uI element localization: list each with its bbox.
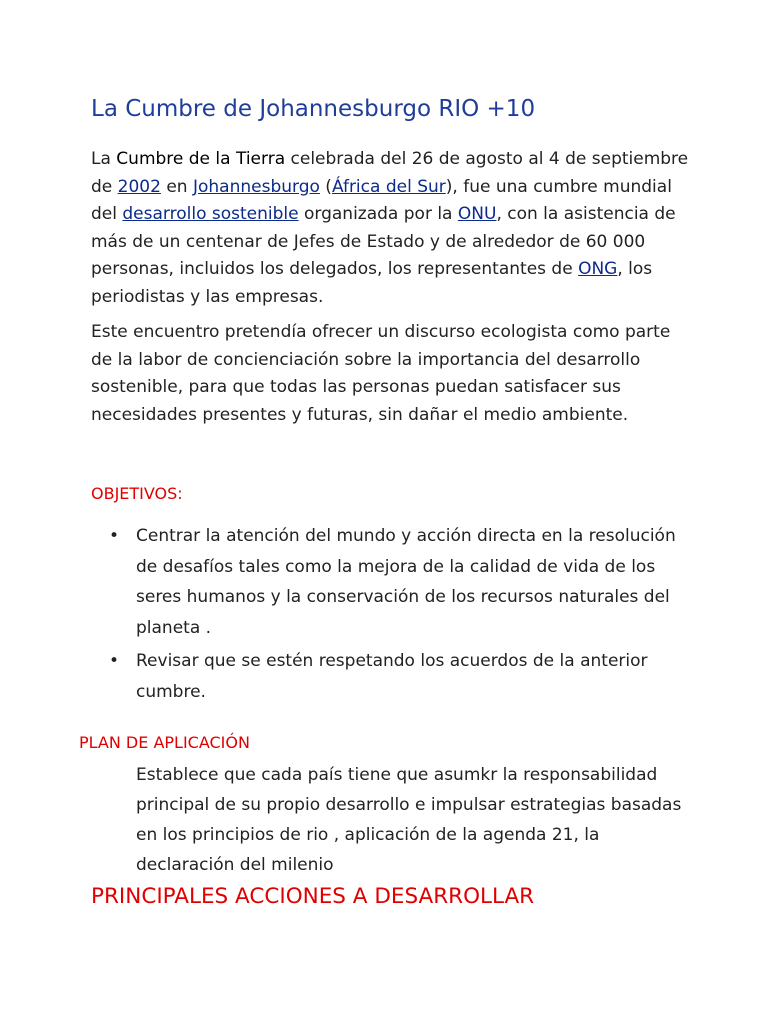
list-item	[109, 521, 689, 643]
list-item	[109, 646, 689, 707]
acciones-heading: PRINCIPALES ACCIONES A DESARROLLAR	[91, 884, 535, 909]
intro-text: en	[160, 176, 193, 197]
intro-text: ), fue una cumbre mundial del	[91, 176, 672, 224]
intro-text: , con la asistencia de más de un centenar de Jefes de Estado y de alrededor de 60 000 personas, incluidos los delegados, los representantes de	[91, 204, 676, 279]
page-title: La Cumbre de Johannesburgo RIO +10	[91, 96, 536, 122]
intro-text: , los periodistas y las empresas.	[91, 259, 653, 307]
objetivos-list	[109, 521, 689, 710]
bullet-icon: •	[109, 651, 120, 671]
intro-bold-term: Cumbre de la Tierra	[116, 149, 286, 169]
intro-text: (	[319, 176, 332, 197]
link-desarrollo-sostenible[interactable]: desarrollo sostenible	[122, 204, 299, 224]
bullet-icon: •	[109, 526, 120, 546]
plan-paragraph: Establece que cada país tiene que asumkr la responsabilidad principal de su propio desarrollo e impulsar estrategias basadas en los principios de rio , aplicación de la agenda 21, la declaración del milenio	[136, 765, 682, 875]
link-africa-del-sur[interactable]: África del Sur	[331, 176, 446, 197]
plan-heading: PLAN DE APLICACIÓN	[79, 733, 250, 752]
list-item-text: Revisar que se estén respetando los acuerdos de la anterior cumbre.	[136, 651, 648, 702]
list-item-text: Centrar la atención del mundo y acción directa en la resolución de desafíos tales como la mejora de la calidad de vida de los seres humanos y la conservación de los recursos naturales del planeta .	[136, 526, 676, 638]
intro-text: celebrada del 26 de agosto al 4 de septiembre de	[91, 149, 689, 197]
intro-text: La	[91, 149, 117, 169]
intro-paragraph	[91, 146, 691, 311]
objetivos-heading: OBJETIVOS:	[91, 484, 183, 503]
intro-text: organizada por la	[298, 204, 458, 224]
link-onu[interactable]: ONU	[457, 204, 497, 224]
link-johannesburgo[interactable]: Johannesburgo	[192, 176, 320, 197]
link-year-2002[interactable]: 2002	[117, 176, 161, 197]
purpose-paragraph: Este encuentro pretendía ofrecer un discurso ecologista como parte de la labor de concienciación sobre la importancia del desarrollo sostenible, para que todas las personas puedan satisfacer sus necesidades presentes y futuras, sin dañar el medio ambiente.	[91, 322, 671, 425]
link-ong[interactable]: ONG	[578, 259, 618, 279]
